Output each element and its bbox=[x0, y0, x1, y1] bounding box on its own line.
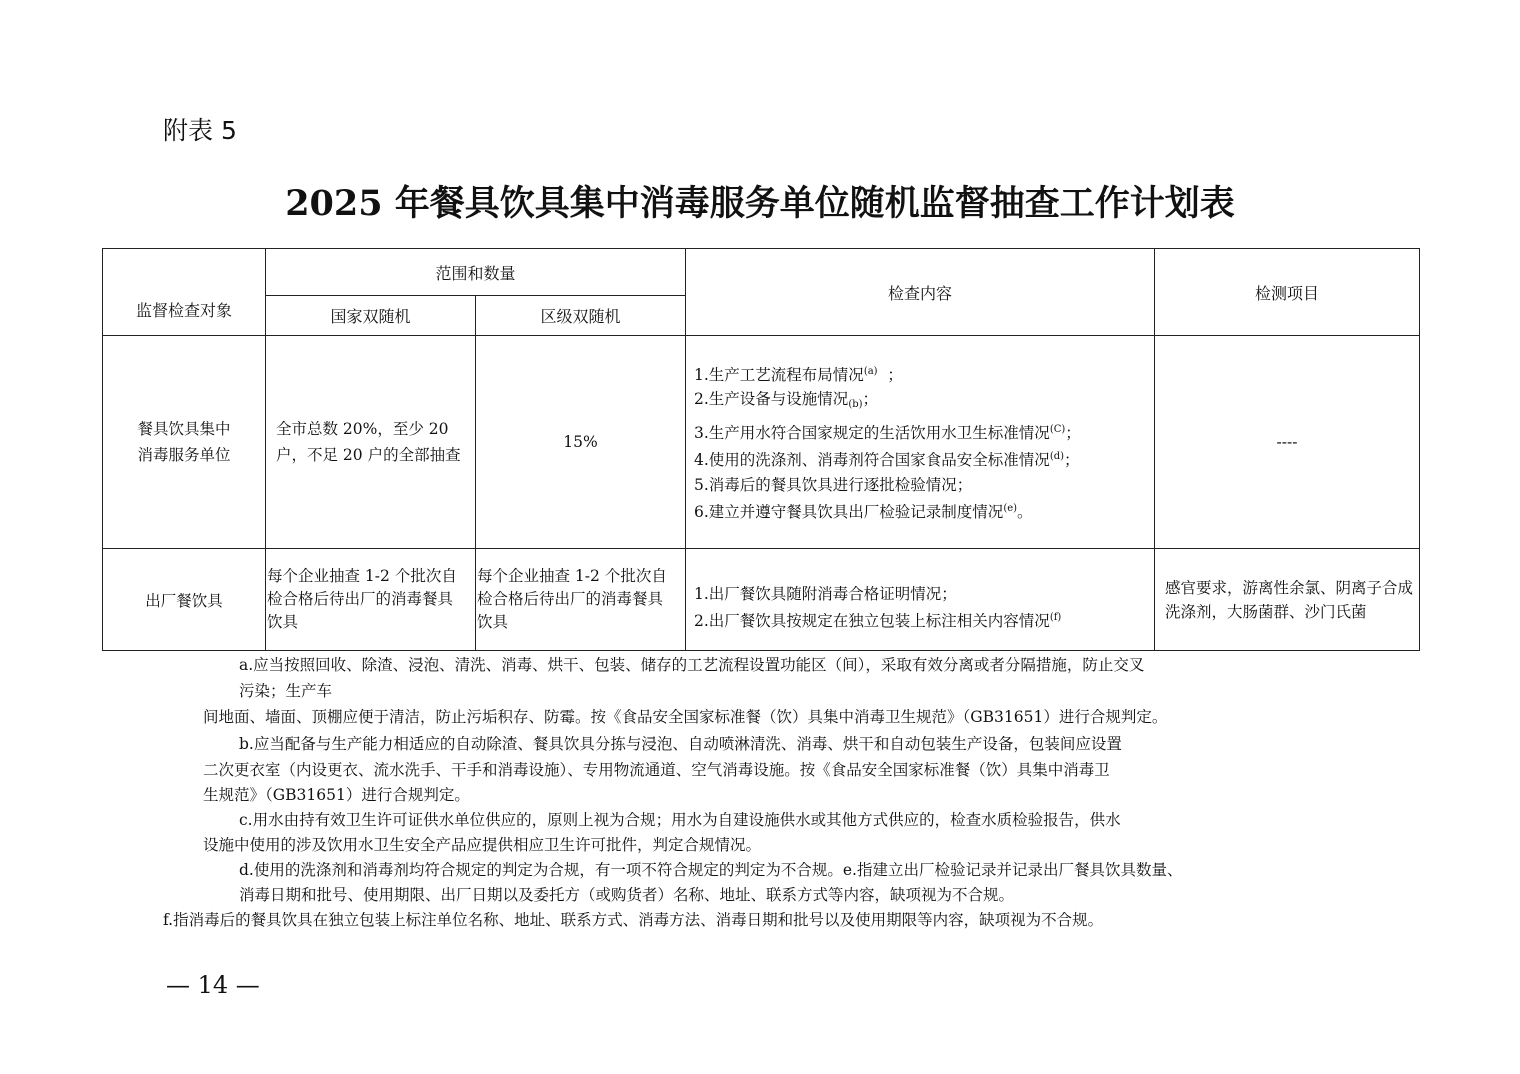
footnote-line: d.使用的洗涤剂和消毒剂均符合规定的判定为合规，有一项不符合规定的判定为不合规。e.指建立出厂检验记录并记录出厂餐具饮具数量、 bbox=[239, 861, 1183, 879]
row1-object-line2: 消毒服务单位 bbox=[137, 446, 231, 464]
row2-district: 每个企业抽查 1-2 个批次自检合格后待出厂的消毒餐具饮具 bbox=[476, 549, 686, 651]
footnote-line: 二次更衣室（内设更衣、流水洗手、干手和消毒设施）、专用物流通道、空气消毒设施。按《食品安全国家标准餐（饮）具集中消毒卫 bbox=[203, 761, 1110, 779]
row1-object-line1: 餐具饮具集中 bbox=[137, 420, 231, 438]
row1-national: 全市总数 20%，至少 20 户，不足 20 户的全部抽查 bbox=[266, 336, 476, 549]
header-national: 国家双随机 bbox=[266, 296, 476, 336]
footnote-line: 设施中使用的涉及饮用水卫生安全产品应提供相应卫生许可批件，判定合规情况。 bbox=[203, 836, 762, 854]
header-district: 区级双随机 bbox=[476, 296, 686, 336]
footnote-line: 生规范》（GB31651）进行合规判定。 bbox=[203, 786, 470, 804]
footnote-line: a.应当按照回收、除渣、浸泡、清洗、消毒、烘干、包装、储存的工艺流程设置功能区（间），采取有效分离或者分隔措施，防止交叉 bbox=[239, 656, 1145, 674]
row2-content-line: 2.出厂餐饮具按规定在独立包装上标注相关内容情况$^{(f)}$ bbox=[694, 612, 1062, 630]
row1-content bbox=[686, 336, 1155, 549]
row1-content-line: 3.生产用水符合国家规定的生活饮用水卫生标准情况$^{(C)}$； bbox=[694, 423, 1081, 442]
row1-testing: ---- bbox=[1155, 336, 1420, 549]
row1-content-line: 1.生产工艺流程布局情况$^{(a)}$ ； bbox=[694, 365, 903, 384]
inspection-plan-table bbox=[102, 248, 1420, 651]
footnote-line: 间地面、墙面、顶棚应便于清洁，防止污垢积存、防霉。按《食品安全国家标准餐（饮）具集中消毒卫生规范》（GB31651）进行合规判定。 bbox=[203, 708, 1168, 726]
header-object-label: 监督检查对象 bbox=[135, 301, 232, 320]
footnote-line: 消毒日期和批号、使用期限、出厂日期以及委托方（或购货者）名称、地址、联系方式等内容，缺项视为不合规。 bbox=[239, 886, 1015, 904]
row2-content-line: 1.出厂餐饮具随附消毒合格证明情况； bbox=[694, 584, 957, 603]
row2-content bbox=[686, 549, 1155, 651]
footnote-line: c.用水由持有效卫生许可证供水单位供应的，原则上视为合规；用水为自建设施供水或其他方式供应的，检查水质检验报告，供水 bbox=[239, 811, 1121, 829]
header-content: 检查内容 bbox=[686, 249, 1155, 336]
table-row bbox=[103, 336, 1420, 549]
footnote-line: 污染；生产车 bbox=[239, 682, 333, 700]
row2-testing: 感官要求，游离性余氯、阴离子合成洗涤剂，大肠菌群、沙门氏菌 bbox=[1155, 549, 1420, 651]
table-row bbox=[103, 549, 1420, 651]
table-header-row bbox=[103, 249, 1420, 296]
footnote-line: b.应当配备与生产能力相适应的自动除渣、餐具饮具分拣与浸泡、自动喷淋清洗、消毒、烘干和自动包装生产设备，包装间应设置 bbox=[239, 735, 1122, 753]
row1-object bbox=[103, 336, 266, 549]
page-number: — 14 — bbox=[166, 971, 260, 999]
row1-content-line: 5.消毒后的餐具饮具进行逐批检验情况； bbox=[694, 475, 973, 494]
annex-label: 附表 5 bbox=[163, 116, 237, 145]
row1-content-line: 4.使用的洗涤剂、消毒剂符合国家食品安全标准情况$^{(d)}$； bbox=[694, 451, 1080, 469]
row1-content-line: 6.建立并遵守餐具饮具出厂检验记录制度情况$^{(e)}$。 bbox=[694, 503, 1033, 521]
footnote-line: f.指消毒后的餐具饮具在独立包装上标注单位名称、地址、联系方式、消毒方法、消毒日期和批号以及使用期限等内容，缺项视为不合规。 bbox=[163, 911, 1104, 929]
document-title: 2025 年餐具饮具集中消毒服务单位随机监督抽查工作计划表 bbox=[285, 183, 1235, 224]
header-object bbox=[103, 249, 266, 336]
row2-object: 出厂餐饮具 bbox=[103, 549, 266, 651]
row1-district: 15% bbox=[476, 336, 686, 549]
header-testing: 检测项目 bbox=[1155, 249, 1420, 336]
row1-content-line: 2.生产设备与设施情况$_{(b)}$； bbox=[694, 390, 879, 410]
header-scope: 范围和数量 bbox=[266, 249, 686, 296]
row2-national: 每个企业抽查 1-2 个批次自检合格后待出厂的消毒餐具饮具 bbox=[266, 549, 476, 651]
